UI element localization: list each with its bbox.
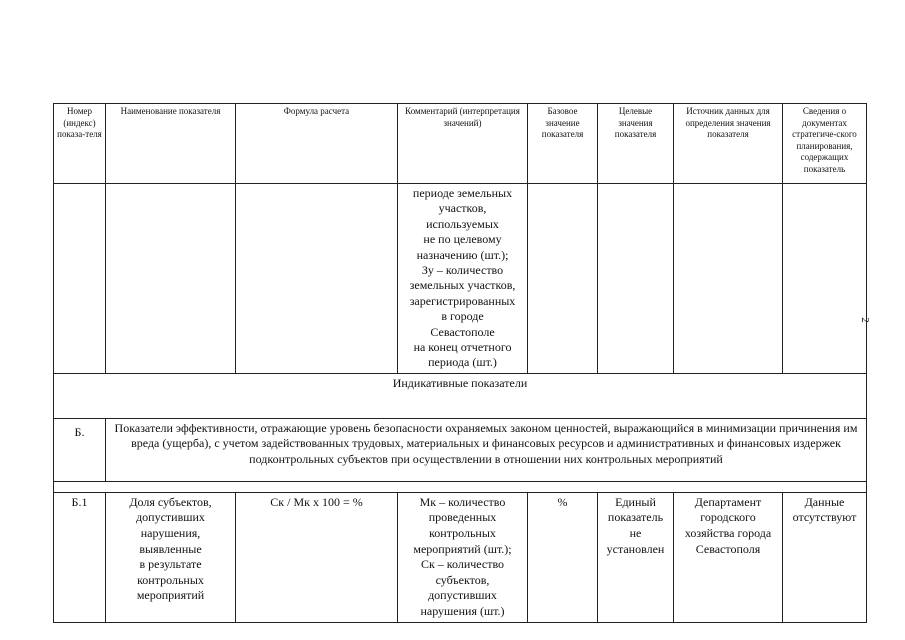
spacer xyxy=(54,481,867,492)
cell xyxy=(54,184,106,374)
indicators-table xyxy=(53,103,867,623)
cell xyxy=(598,184,674,374)
row-name: Доля субъектов, допустивших нарушения, выявленные в результате контрольных мероприятий xyxy=(106,492,236,622)
row-formula: Ск / Мк х 100 = % xyxy=(236,492,398,622)
row-data-source: Департамент городского хозяйства города Севастополя xyxy=(674,492,783,622)
header-index: Номер (индекс) показа-теля xyxy=(54,104,106,184)
header-formula: Формула расчета xyxy=(236,104,398,184)
cell xyxy=(106,184,236,374)
header-documents: Сведения о документах стратегиче-ского планирования, содержащих показатель xyxy=(783,104,867,184)
header-row xyxy=(54,104,867,184)
cell xyxy=(674,184,783,374)
section-number: Б. xyxy=(54,418,106,481)
header-name: Наименование показателя xyxy=(106,104,236,184)
continuation-row xyxy=(54,184,867,374)
indicative-row xyxy=(54,373,867,418)
row-base-value: % xyxy=(528,492,598,622)
cell xyxy=(236,184,398,374)
cell xyxy=(528,184,598,374)
table-row xyxy=(54,492,867,622)
header-target-values: Целевые значения показателя xyxy=(598,104,674,184)
row-index: Б.1 xyxy=(54,492,106,622)
header-comment: Комментарий (интерпретация значений) xyxy=(398,104,528,184)
page-number: 2 xyxy=(858,317,871,323)
spacer-row xyxy=(54,481,867,492)
cell xyxy=(783,184,867,374)
indicative-title: Индикативные показатели xyxy=(54,373,867,418)
header-data-source: Источник данных для определения значения показателя xyxy=(674,104,783,184)
header-base-value: Базовое значение показателя xyxy=(528,104,598,184)
row-target-value: Единый показатель не установлен xyxy=(598,492,674,622)
row-comment: Мк – количество проведенных контрольных мероприятий (шт.); Ск – количество субъектов, допустивших нарушения (шт.) xyxy=(398,492,528,622)
section-row xyxy=(54,418,867,481)
continuation-comment: периоде земельных участков, используемых не по целевому назначению (шт.); Зу – количество земельных участков, зарегистрированных в городе Севастополе на конец отчетного периода (шт.) xyxy=(398,184,528,374)
section-text: Показатели эффективности, отражающие уровень безопасности охраняемых законом ценностей, выражающийся в минимизации причинения им вреда (ущерба), с учетом задействованных трудовых, материальных и финансовых ресурсов и административных и финансовых издержек подконтрольных субъектов при осуществлении в отношении них контрольных мероприятий xyxy=(106,418,867,481)
row-documents: Данные отсутствуют xyxy=(783,492,867,622)
